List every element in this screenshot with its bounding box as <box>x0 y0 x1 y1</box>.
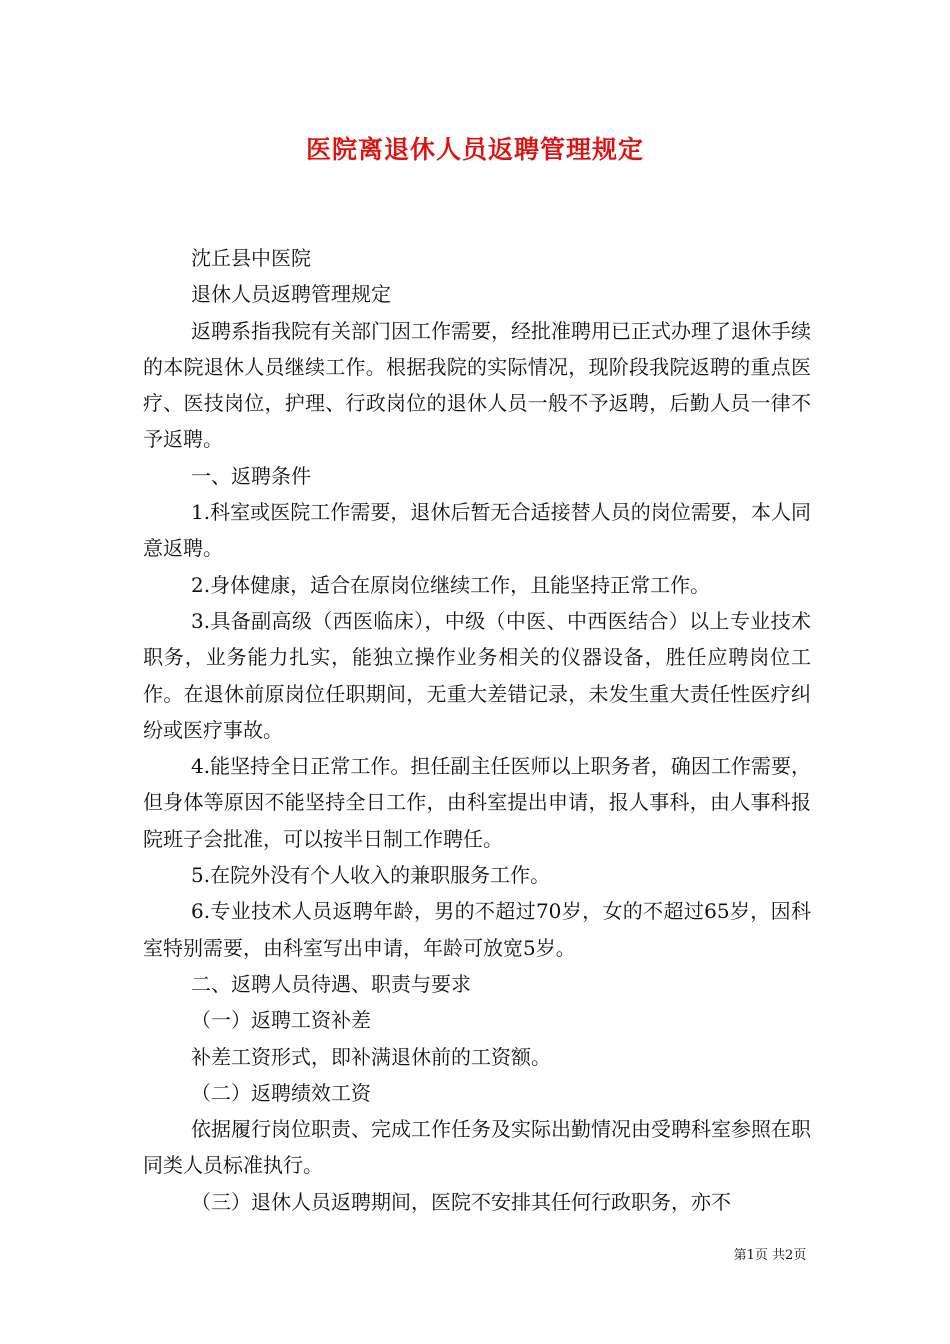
paragraph-subitem-2: 依据履行岗位职责、完成工作任务及实际出勤情况由受聘科室参照在职同类人员标准执行。 <box>143 1117 811 1178</box>
section-heading-2: 二、返聘人员待遇、职责与要求 <box>191 971 471 996</box>
document-title: 医院离退休人员返聘管理规定 <box>305 135 644 164</box>
paragraph-item-2: 2.身体健康，适合在原岗位继续工作，且能坚持正常工作。 <box>191 572 711 597</box>
section-heading-1: 一、返聘条件 <box>191 463 311 488</box>
paragraph-intro: 返聘系指我院有关部门因工作需要，经批准聘用已正式办理了退休手续的本院退休人员继续工作。根据我院的实际情况，现阶段我院返聘的重点医疗、医技岗位，护理、行政岗位的退休人员一般不予返聘，后勤人员一律不予返聘。 <box>143 318 811 452</box>
subheading-2: （二）返聘绩效工资 <box>191 1080 371 1105</box>
paragraph-item-4: 4.能坚持全日正常工作。担任副主任医师以上职务者，确因工作需要，但身体等原因不能坚持全日工作，由科室提出申请，报人事科，由人事科报院班子会批准，可以按半日制工作聘任。 <box>143 754 811 851</box>
subheading-3: （三）退休人员返聘期间，医院不安排其任何行政职务，亦不 <box>191 1189 731 1214</box>
paragraph-item-6: 6.专业技术人员返聘年龄，男的不超过70岁，女的不超过65岁，因科室特别需要，由科室写出申请，年龄可放宽5岁。 <box>143 899 811 960</box>
paragraph-hospital-name: 沈丘县中医院 <box>191 246 311 270</box>
page-number: 第1页 共2页 <box>733 1248 807 1263</box>
paragraph-item-3: 3.具备副高级（西医临床），中级（中医、中西医结合）以上专业技术职务，业务能力扎实，能独立操作业务相关的仪器设备，胜任应聘岗位工作。在退休前原岗位任职期间，无重大差错记录，未发生重大责任性医疗纠纷或医疗事故。 <box>143 608 811 742</box>
paragraph-subtitle: 退休人员返聘管理规定 <box>191 282 391 307</box>
paragraph-subitem-1: 补差工资形式，即补满退休前的工资额。 <box>191 1044 551 1069</box>
document-body <box>143 240 811 1220</box>
paragraph-item-1: 1.科室或医院工作需要，退休后暂无合适接替人员的岗位需要，本人同意返聘。 <box>143 500 811 561</box>
subheading-1: （一）返聘工资补差 <box>191 1008 371 1033</box>
paragraph-item-5: 5.在院外没有个人收入的兼职服务工作。 <box>191 863 551 888</box>
